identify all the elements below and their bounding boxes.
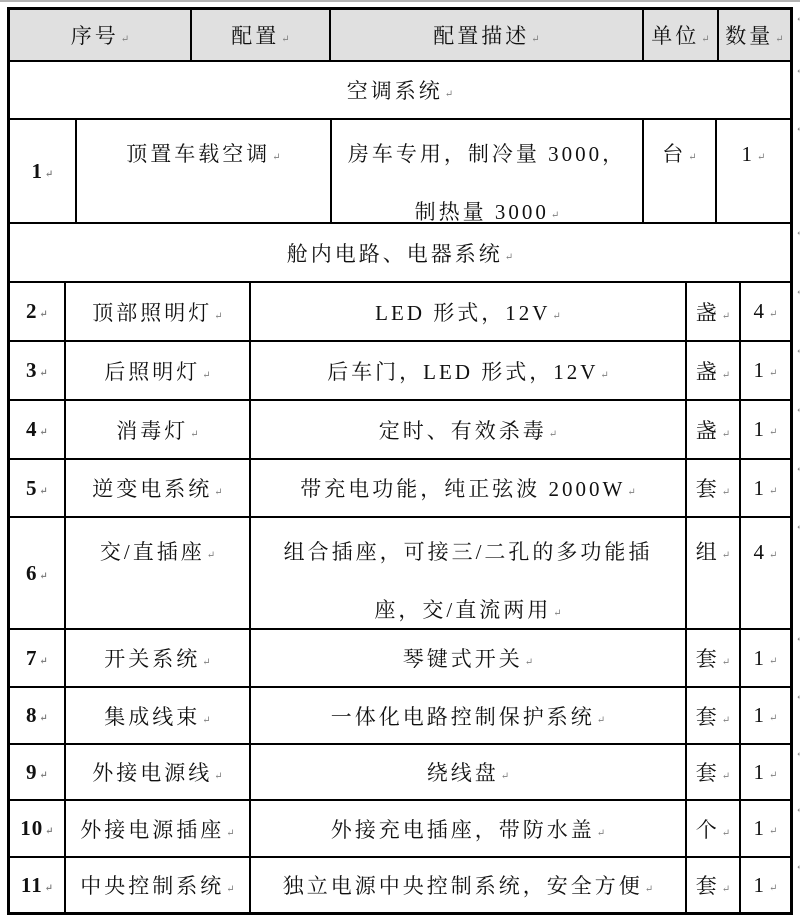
seq-cell bbox=[10, 801, 66, 856]
config-cell bbox=[66, 801, 251, 856]
config-cell bbox=[66, 283, 251, 340]
config-name: 中央控制系统 ↵ bbox=[80, 870, 234, 900]
header-unit-cell bbox=[644, 10, 719, 60]
unit-cell bbox=[687, 630, 741, 686]
qty-cell bbox=[741, 460, 790, 516]
config-desc-line2: 座，交/直流两用 ↵ bbox=[251, 581, 685, 628]
row-number: ↵ 4 ↵ bbox=[26, 417, 48, 442]
unit-cell bbox=[687, 401, 741, 458]
config-cell bbox=[66, 460, 251, 516]
section-row-cabin bbox=[10, 224, 790, 283]
row-number: ↵ 5 ↵ bbox=[26, 476, 48, 501]
seq-cell bbox=[10, 518, 66, 628]
table-row bbox=[10, 120, 790, 224]
qty-cell bbox=[741, 630, 790, 686]
unit-cell bbox=[687, 518, 741, 628]
row-number: ↵ 8 ↵ bbox=[26, 703, 48, 728]
unit-cell bbox=[687, 460, 741, 516]
unit: 台 ↵ bbox=[662, 142, 696, 166]
header-config-cell bbox=[192, 10, 331, 60]
header-seq-label: ↵ 序号 ↵ bbox=[71, 20, 129, 50]
table-row bbox=[10, 745, 790, 801]
seq-cell bbox=[10, 630, 66, 686]
table-row bbox=[10, 688, 790, 745]
header-desc-label: 配置描述 ↵ bbox=[433, 20, 539, 50]
config-cell bbox=[66, 401, 251, 458]
desc-cell bbox=[251, 630, 687, 686]
qty-cell bbox=[741, 401, 790, 458]
qty-cell bbox=[741, 801, 790, 856]
table-header-row bbox=[10, 10, 790, 62]
config-name: 逆变电系统 ↵ bbox=[92, 473, 222, 503]
seq-cell bbox=[10, 342, 66, 399]
quantity: 1 ↵ bbox=[754, 417, 778, 442]
seq-cell bbox=[10, 858, 66, 912]
unit-cell bbox=[687, 688, 741, 743]
table-row bbox=[10, 342, 790, 401]
section-cell bbox=[10, 62, 790, 118]
quantity: 4 ↵ bbox=[754, 540, 778, 564]
table-row bbox=[10, 858, 790, 912]
seq-cell bbox=[10, 688, 66, 743]
config-cell bbox=[66, 342, 251, 399]
desc-cell bbox=[251, 688, 687, 743]
row-number: ↵ 6 ↵ bbox=[26, 561, 48, 586]
quantity: 1 ↵ bbox=[754, 476, 778, 501]
desc-cell bbox=[251, 283, 687, 340]
unit: 套 ↵ bbox=[696, 757, 730, 787]
row-number: ↵ 2 ↵ bbox=[26, 299, 48, 324]
seq-cell bbox=[10, 745, 66, 799]
qty-cell bbox=[717, 120, 790, 222]
config-name: 消毒灯 ↵ bbox=[116, 415, 198, 445]
table-row bbox=[10, 518, 790, 630]
unit: 套 ↵ bbox=[696, 643, 730, 673]
seq-cell bbox=[10, 283, 66, 340]
config-cell bbox=[66, 518, 251, 628]
section-cell bbox=[10, 224, 790, 281]
config-name: 开关系统 ↵ bbox=[104, 643, 210, 673]
table-row bbox=[10, 630, 790, 688]
header-qty-cell bbox=[719, 10, 790, 60]
qty-cell bbox=[741, 518, 790, 628]
unit: 个 ↵ bbox=[696, 814, 730, 844]
config-desc: 外接充电插座，带防水盖 ↵ bbox=[331, 814, 605, 844]
desc-cell bbox=[251, 401, 687, 458]
qty-cell bbox=[741, 342, 790, 399]
config-name: 顶置车载空调 ↵ bbox=[126, 142, 280, 166]
quantity: 1 ↵ bbox=[754, 646, 778, 671]
unit: 组 ↵ bbox=[696, 540, 730, 564]
unit: 盏 ↵ bbox=[696, 297, 730, 327]
config-name: 交/直插座 ↵ bbox=[100, 540, 215, 564]
config-cell bbox=[66, 745, 251, 799]
desc-cell bbox=[332, 120, 644, 222]
table-row bbox=[10, 283, 790, 342]
section-row-ac bbox=[10, 62, 790, 120]
config-cell bbox=[77, 120, 332, 222]
row-number: ↵ 10 ↵ bbox=[20, 816, 53, 841]
unit: 盏 ↵ bbox=[696, 356, 730, 386]
config-name: 后照明灯 ↵ bbox=[104, 356, 210, 386]
unit-cell bbox=[644, 120, 717, 222]
table-row bbox=[10, 801, 790, 858]
quantity: 4 ↵ bbox=[754, 299, 778, 324]
unit-cell bbox=[687, 801, 741, 856]
desc-cell bbox=[251, 801, 687, 856]
config-desc: 独立电源中央控制系统，安全方便 ↵ bbox=[283, 870, 653, 900]
config-name: 外接电源线 ↵ bbox=[92, 757, 222, 787]
table-row bbox=[10, 460, 790, 518]
header-seq-cell bbox=[10, 10, 192, 60]
header-unit-label: 单位 ↵ bbox=[651, 20, 709, 50]
config-desc: 绕线盘 ↵ bbox=[427, 757, 509, 787]
unit: 套 ↵ bbox=[696, 473, 730, 503]
qty-cell bbox=[741, 858, 790, 912]
config-name: 顶部照明灯 ↵ bbox=[92, 297, 222, 327]
row-number: ↵ 3 ↵ bbox=[26, 358, 48, 383]
unit: 盏 ↵ bbox=[696, 415, 730, 445]
config-desc: 琴键式开关 ↵ bbox=[403, 643, 533, 673]
config-cell bbox=[66, 858, 251, 912]
config-desc: 后车门，LED 形式，12V ↵ bbox=[327, 356, 609, 386]
header-config-label: 配置 ↵ bbox=[231, 20, 289, 50]
config-name: 外接电源插座 ↵ bbox=[80, 814, 234, 844]
seq-cell bbox=[10, 120, 77, 222]
unit: 套 ↵ bbox=[696, 701, 730, 731]
table-row bbox=[10, 401, 790, 460]
row-number: ↵ 1 ↵ bbox=[32, 159, 54, 184]
section-title: ↵ 舱内电路、电器系统 ↵ bbox=[287, 238, 513, 268]
row-number: ↵ 11 ↵ bbox=[21, 873, 53, 898]
header-qty-label: 数量 ↵ bbox=[725, 20, 783, 50]
unit-cell bbox=[687, 745, 741, 799]
unit-cell bbox=[687, 283, 741, 340]
qty-cell bbox=[741, 745, 790, 799]
desc-cell bbox=[251, 858, 687, 912]
config-desc-line2: 制热量 3000 ↵ bbox=[332, 183, 642, 222]
quantity: 1 ↵ bbox=[754, 873, 778, 898]
qty-cell bbox=[741, 688, 790, 743]
section-title: ↵ 空调系统 ↵ bbox=[347, 75, 453, 105]
config-desc: 定时、有效杀毒 ↵ bbox=[379, 415, 557, 445]
row-number: ↵ 7 ↵ bbox=[26, 646, 48, 671]
desc-cell bbox=[251, 460, 687, 516]
desc-cell bbox=[251, 342, 687, 399]
config-desc-line1: 房车专用，制冷量 3000， bbox=[347, 142, 627, 166]
quantity: 1 ↵ bbox=[742, 142, 766, 166]
header-desc-cell bbox=[331, 10, 644, 60]
config-cell bbox=[66, 688, 251, 743]
page-top-divider bbox=[0, 0, 800, 2]
quantity: 1 ↵ bbox=[754, 703, 778, 728]
unit-cell bbox=[687, 858, 741, 912]
seq-cell bbox=[10, 401, 66, 458]
quantity: 1 ↵ bbox=[754, 760, 778, 785]
unit-cell bbox=[687, 342, 741, 399]
unit: 套 ↵ bbox=[696, 870, 730, 900]
config-desc-line1: 组合插座，可接三/二孔的多功能插 bbox=[283, 540, 653, 564]
desc-cell bbox=[251, 745, 687, 799]
seq-cell bbox=[10, 460, 66, 516]
config-desc: 带充电功能，纯正弦波 2000W ↵ bbox=[300, 473, 635, 503]
desc-cell bbox=[251, 518, 687, 628]
config-cell bbox=[66, 630, 251, 686]
row-number: ↵ 9 ↵ bbox=[26, 760, 48, 785]
qty-cell bbox=[741, 283, 790, 340]
config-name: 集成线束 ↵ bbox=[104, 701, 210, 731]
quantity: 1 ↵ bbox=[754, 816, 778, 841]
config-table bbox=[7, 7, 793, 915]
config-desc: 一体化电路控制保护系统 ↵ bbox=[331, 701, 605, 731]
config-desc: LED 形式，12V ↵ bbox=[375, 297, 561, 327]
quantity: 1 ↵ bbox=[754, 358, 778, 383]
